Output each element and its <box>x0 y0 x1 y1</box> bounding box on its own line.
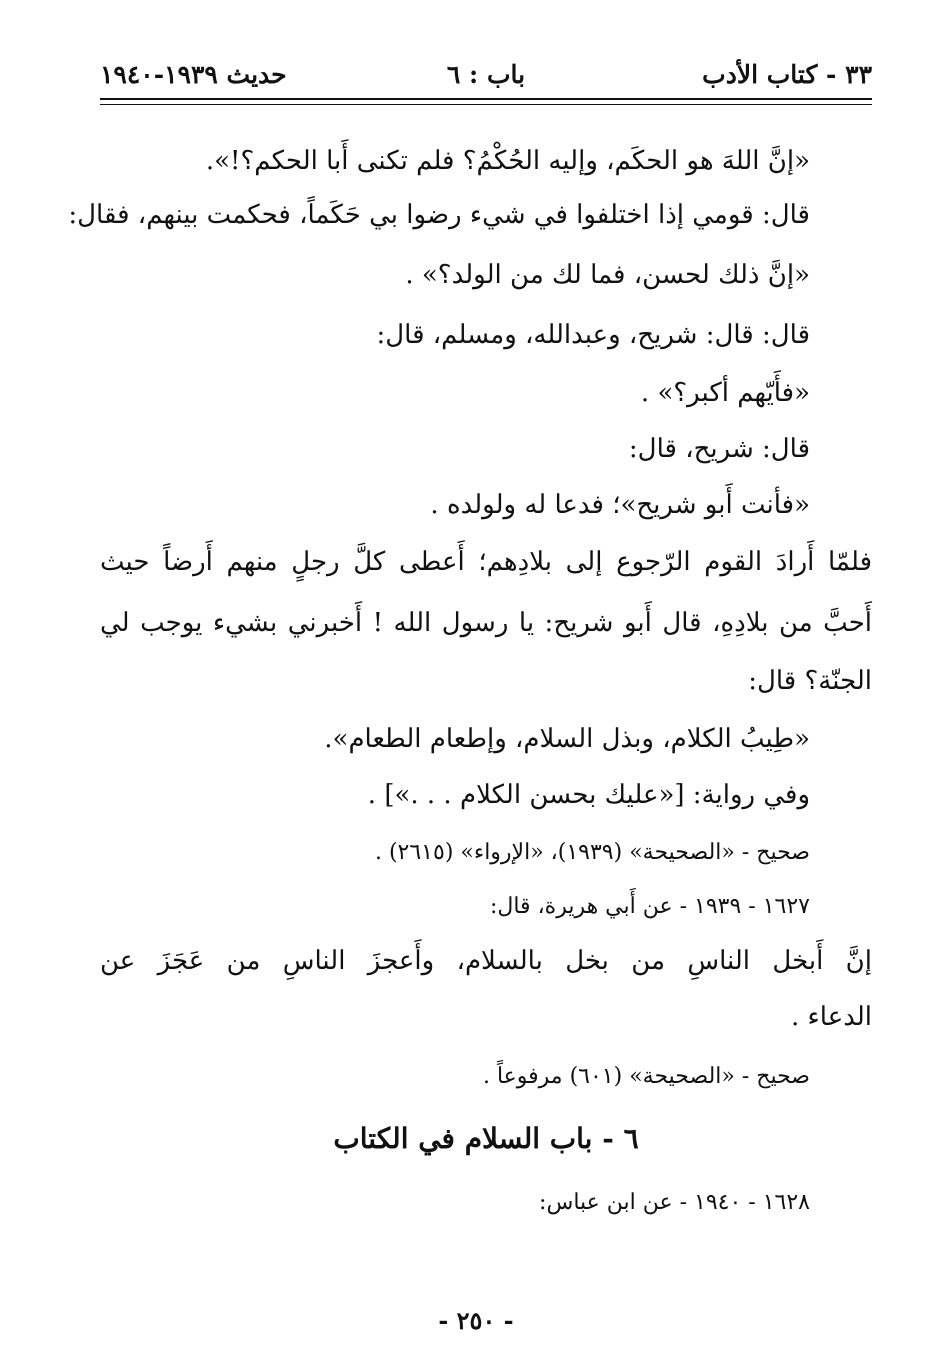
text-line: فلمّا أَرادَ القوم الرّجوع إلى بلادِهم؛ أَعطى كلَّ رجلٍ منهم أَرضاً حيث <box>100 547 872 577</box>
chapter-heading: ٦ - باب السلام في الكتاب <box>333 1122 639 1155</box>
text-line: قال: قومي إذا اختلفوا في شيء رضوا بي حَكَماً، فحكمت بينهم، فقال: <box>68 200 810 230</box>
header-rule-thin <box>100 104 872 105</box>
text-line: قال: قال: شريح، وعبدالله، ومسلم، قال: <box>376 320 810 350</box>
hadith-number-line: ١٦٢٧ - ١٩٣٩ - عن أَبي هريرة، قال: <box>489 894 810 919</box>
header-section: باب : ٦ <box>446 60 526 89</box>
header-hadith-range: حديث ١٩٣٩-١٩٤٠ <box>100 60 287 89</box>
hadith-number-line: ١٦٢٨ - ١٩٤٠ - عن ابن عباس: <box>539 1190 810 1215</box>
grading-note: صحيح - «الصحيحة» (٦٠١) مرفوعاً . <box>482 1064 810 1089</box>
text-line: أَحبَّ من بلادِهِ، قال أَبو شريح: يا رسول الله ! أَخبرني بشيء يوجب لي <box>100 608 872 638</box>
text-line: الدعاء . <box>791 1002 872 1032</box>
text-line: «إنَّ ذلك لحسن، فما لك من الولد؟» . <box>405 260 810 290</box>
text-line: وفي رواية: [«عليك بحسن الكلام . . .»] . <box>367 780 810 810</box>
text-line: «طِيبُ الكلام، وبذل السلام، وإطعام الطعام». <box>324 724 810 754</box>
text-line: الجنّة؟ قال: <box>748 666 872 696</box>
page-number: - ٢٥٠ - <box>438 1306 514 1335</box>
header-chapter: ٣٣ - كتاب الأدب <box>702 60 872 89</box>
grading-note: صحيح - «الصحيحة» (١٩٣٩)، «الإرواء» (٢٦١٥) . <box>374 840 810 865</box>
text-line: «فأنت أَبو شريح»؛ فدعا له ولولده . <box>430 490 810 520</box>
text-line: إنَّ أَبخل الناسِ من بخل بالسلام، وأَعجزَ الناسِ من عَجَزَ عن <box>100 946 872 976</box>
text-line: «فأَيّهم أكبر؟» . <box>640 378 810 408</box>
text-line: قال: شريح، قال: <box>628 434 810 464</box>
header-rule-thick <box>100 98 872 100</box>
running-header <box>100 56 872 96</box>
text-line: «إنَّ اللهَ هو الحكَم، وإليه الحُكْمُ؟ فلم تكنى أَبا الحكم؟!». <box>205 146 810 176</box>
